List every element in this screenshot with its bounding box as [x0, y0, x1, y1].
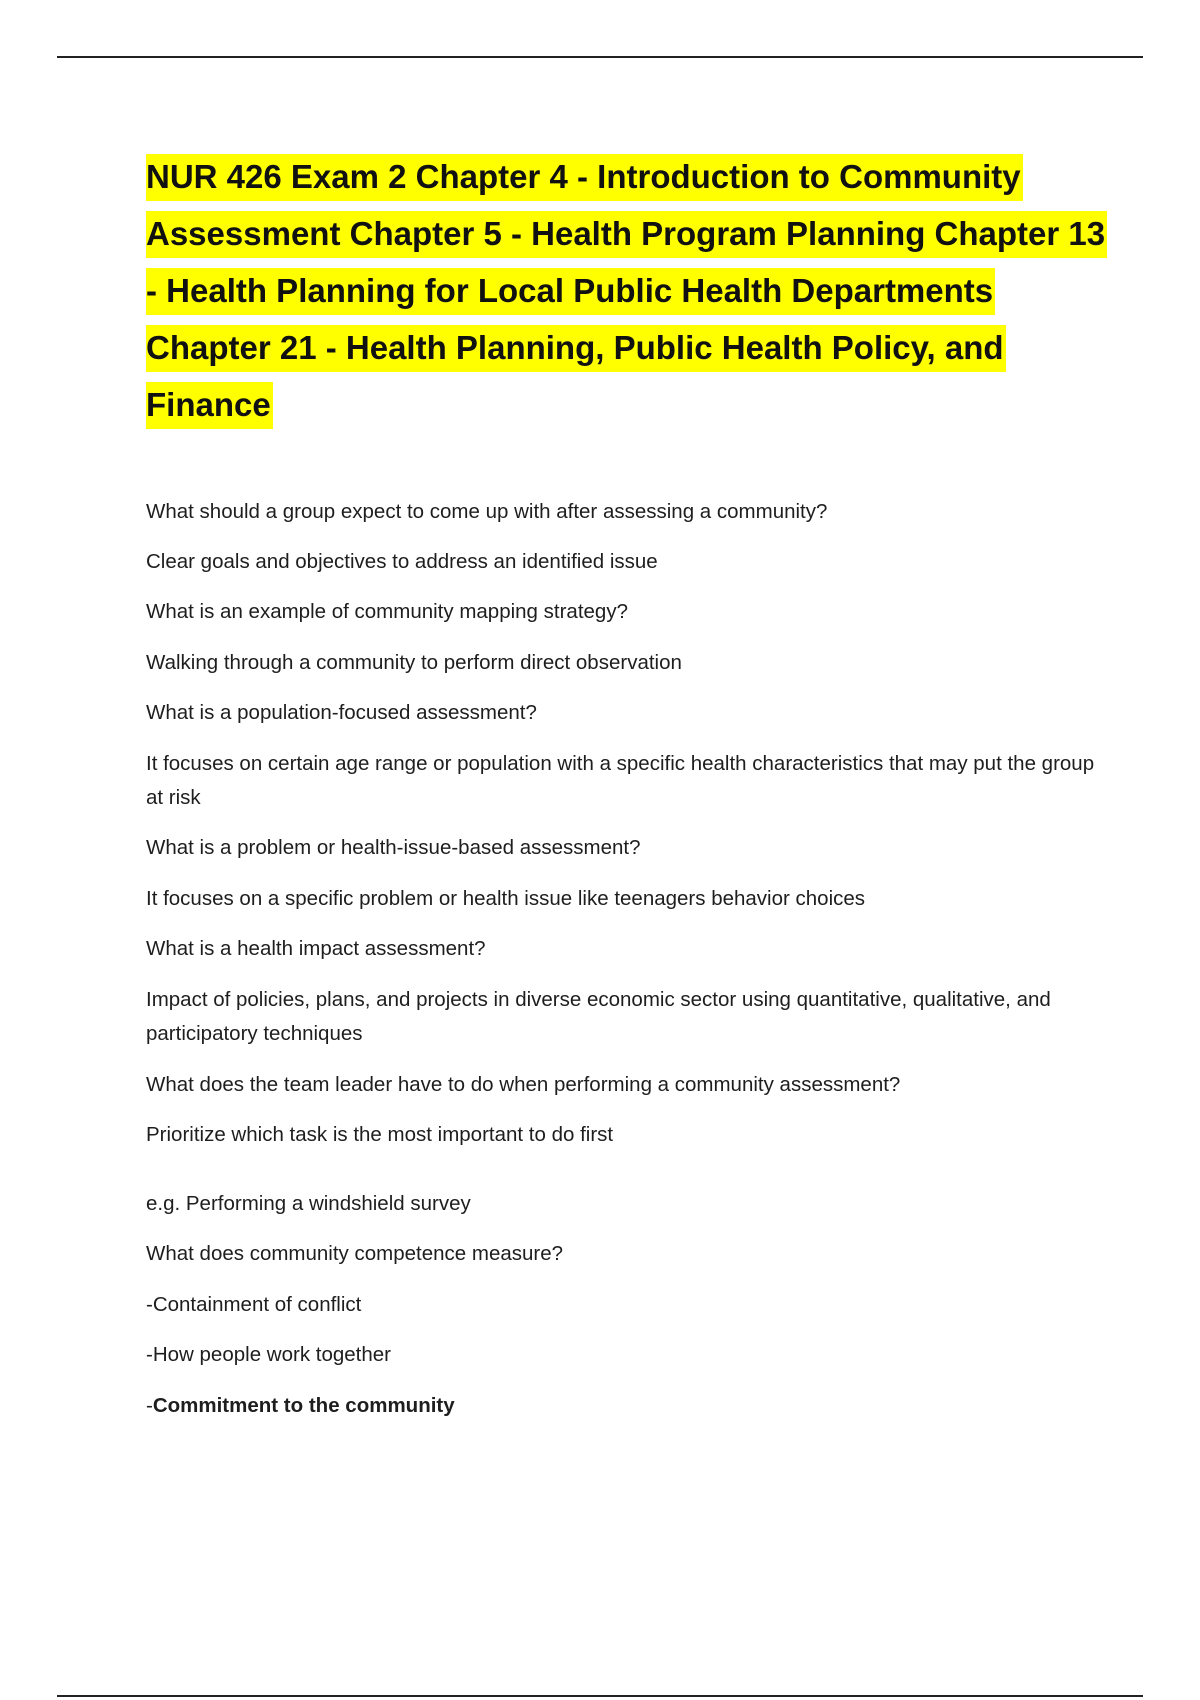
bold-commitment-text: Commitment to the community [152, 1394, 455, 1417]
answer-6-example: e.g. Performing a windshield survey [146, 1192, 471, 1215]
question-2: What is an example of community mapping strategy? [146, 600, 628, 623]
question-3: What is a population-focused assessment? [146, 701, 537, 724]
answer-7-item-2: -How people work together [146, 1343, 391, 1366]
question-5: What is a health impact assessment? [146, 937, 486, 960]
dash-prefix: - [146, 1394, 153, 1417]
question-4: What is a problem or health-issue-based assessment? [146, 836, 641, 859]
top-rule [57, 56, 1143, 58]
answer-3: It focuses on certain age range or population with a specific health characteristics that may put the group at risk [146, 752, 1095, 809]
question-7: What does community competence measure? [146, 1242, 564, 1265]
document-title [146, 148, 1106, 433]
answer-7-item-3 [146, 1389, 1106, 1423]
bottom-rule [57, 1695, 1143, 1697]
answer-2: Walking through a community to perform direct observation [146, 651, 682, 674]
answer-1: Clear goals and objectives to address an identified issue [146, 550, 658, 573]
answer-7-item-1: -Containment of conflict [146, 1293, 362, 1316]
question-1: What should a group expect to come up with after assessing a community? [146, 500, 828, 523]
answer-5: Impact of policies, plans, and projects in diverse economic sector using quantitative, qualitative, and participatory techniques [146, 988, 1051, 1045]
question-6: What does the team leader have to do when performing a community assessment? [146, 1073, 901, 1096]
answer-4: It focuses on a specific problem or health issue like teenagers behavior choices [146, 887, 866, 910]
title-highlight: NUR 426 Exam 2 Chapter 4 - Introduction to Community Assessment Chapter 5 - Health Program Planning Chapter 13 - Health Planning for Local Public Health Departments Chapter 21 - Health Planning, Public Health Policy, and Finance [146, 154, 1107, 429]
answer-6: Prioritize which task is the most important to do first [146, 1123, 614, 1146]
